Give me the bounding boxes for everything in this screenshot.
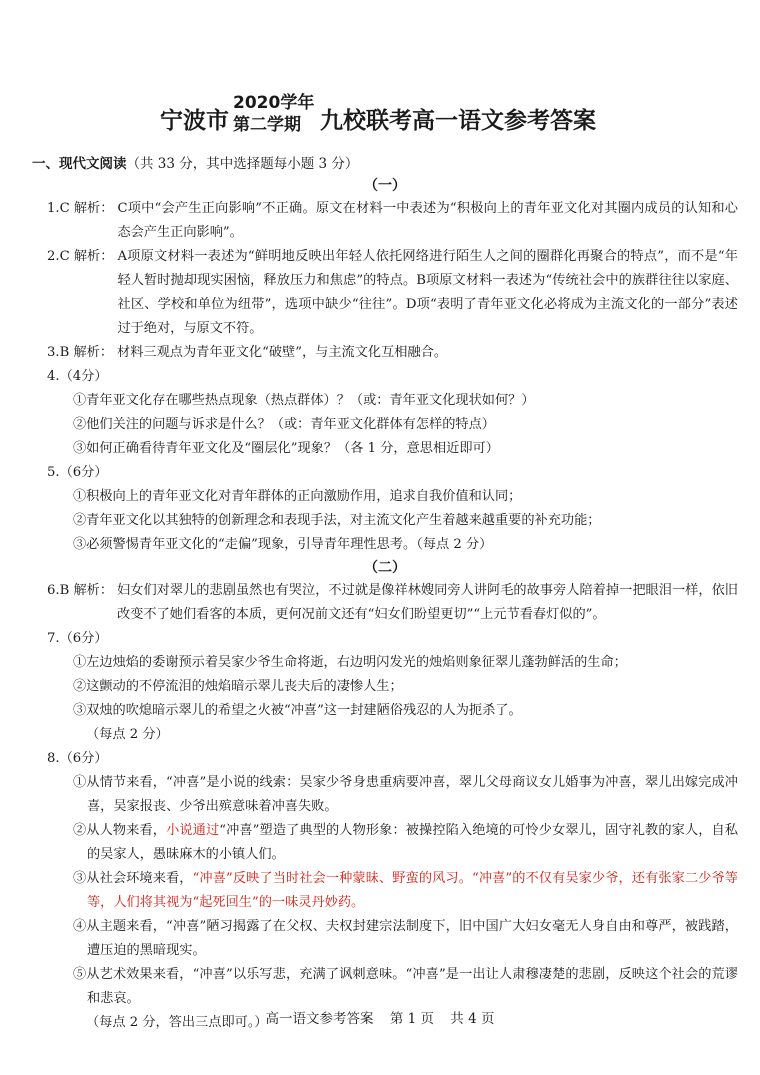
part-one-label: （一） — [364, 178, 406, 194]
document-title — [0, 92, 760, 152]
question-8-point-plot: ①从情节来看，“冲喜”是小说的线索：吴家少爷身患重病要冲喜，翠儿父母商议女儿婚事为冲喜，翠儿出嫁完成冲喜，吴家报丧、少爷出殡意味着冲喜失败。 — [73, 775, 738, 814]
title-term-stack — [233, 92, 321, 136]
question-4-point: ②他们关注的问题与诉求是什么？（或：青年亚文化群体有怎样的特点） — [73, 417, 495, 432]
question-8-point-character — [73, 819, 738, 867]
question-4-header: 4.（4分） — [47, 369, 108, 384]
question-7-point: ③双烛的吹熄暗示翠儿的希望之火被“冲喜”这一封建陋俗残忍的人为扼杀了。 — [73, 703, 522, 718]
question-7-score-note: （每点 2 分） — [86, 727, 169, 742]
question-7-header: 7.（6分） — [47, 631, 108, 646]
section-heading — [32, 153, 760, 175]
footer-page-number: 第 1 页 — [389, 1011, 434, 1027]
question-7-point: ①左边烛焰的委谢预示着吴家少爷生命将逝，右边明闪发光的烛焰则象征翠儿蓬勃鲜活的生命； — [73, 655, 627, 670]
question-4-point: ③如何正确看待青年亚文化及“圈层化”现象？（各 1 分，意思相近即可） — [73, 441, 499, 456]
question-1-number: 1.C 解析： — [47, 201, 114, 216]
question-7-point: ②这颤动的不停流泪的烛焰暗示翠儿丧夫后的凄惨人生； — [73, 679, 403, 694]
part-two-label: （二） — [364, 560, 406, 576]
question-1-text: C项中“会产生正向影响”不正确。原文在材料一中表述为“积极向上的青年亚文化对其圈内成员的认知和心态会产生正向影响”。 — [117, 201, 738, 240]
question-8-point-character-rest: “冲喜”塑造了典型的人物形象：被操控陷入绝境的可怜少女翠儿，固守礼教的家人，自私的吴家人，愚昧麻木的小镇人们。 — [87, 823, 739, 862]
question-8-point-theme: ④从主题来看，“冲喜”陋习揭露了在父权、夫权封建宗法制度下，旧中国广大妇女毫无人身自由和尊严，被践踏，遭压迫的黑暗现实。 — [73, 919, 738, 958]
question-8-point-character-lead: ②从人物来看， — [73, 823, 167, 838]
red-annotation: “冲喜”反映了当时社会一种蒙昧、野蛮的风习。“冲喜”的不仅有吴家少爷，还有张家二少爷等等，人们将其视为“起死回生”的一味灵丹妙药。 — [87, 871, 738, 910]
red-annotation: 小说通过 — [166, 823, 220, 838]
answer-key-body — [0, 153, 760, 1035]
footer-subject: 高一语文参考答案 — [265, 1011, 374, 1027]
title-school-year: 2020学年 — [233, 93, 315, 113]
question-2 — [47, 245, 738, 341]
question-2-text: A项原文材料一表述为“鲜明地反映出年轻人依托网络进行陌生人之间的圈群化再聚合的特点”，而不是“年轻人暂时抛却现实困恼，释放压力和焦虑”的特点。B项原文材料一表述为“传统社会中的族群往往以家庭、社区、学校和单位为纽带”，选项中缺少“往往”。D项“表明了青年亚文化必将成为主流文化的一部分”表述过于绝对，与原文不符。 — [117, 249, 738, 336]
title-city: 宁波市 — [160, 108, 229, 134]
section-heading-label: 一、现代文阅读 — [32, 156, 127, 172]
question-5-point: ①积极向上的青年亚文化对青年群体的正向激励作用，追求自我价值和认同； — [73, 489, 522, 504]
question-1 — [47, 197, 738, 245]
title-exam-name: 九校联考高一语文参考答案 — [320, 108, 596, 134]
question-4-point: ①青年亚文化存在哪些热点现象（热点群体）？（或：青年亚文化现状如何？） — [73, 393, 535, 408]
question-8-score-note: （每点 2 分，答出三点即可。） — [86, 1015, 268, 1030]
page-footer — [0, 1009, 760, 1029]
question-8-header: 8.（6分） — [47, 751, 108, 766]
title-semester: 第二学期 — [233, 115, 301, 135]
footer-page-total: 共 4 页 — [450, 1011, 495, 1027]
question-3-number: 3.B 解析： — [47, 345, 114, 360]
question-8-point-society — [73, 867, 738, 915]
question-2-number: 2.C 解析： — [47, 249, 114, 264]
question-3 — [47, 341, 738, 365]
question-5-point: ②青年亚文化以其独特的创新理念和表现手法，对主流文化产生着越来越重要的补充功能； — [73, 513, 601, 528]
question-8-point-society-lead: ③从社会环境来看， — [73, 871, 193, 886]
question-6 — [47, 579, 738, 627]
question-5-header: 5.（6分） — [47, 465, 108, 480]
question-8-point-art: ⑤从艺术效果来看，“冲喜”以乐写悲，充满了讽刺意味。“冲喜”是一出让人肃穆凄楚的悲剧，反映这个社会的荒谬和悲哀。 — [73, 967, 738, 1006]
section-heading-note: （共 33 分，其中选择题每小题 3 分） — [126, 156, 359, 172]
question-6-number: 6.B 解析： — [47, 583, 114, 598]
question-6-text: 妇女们对翠儿的悲剧虽然也有哭泣，不过就是像祥林嫂同旁人讲阿毛的故事旁人陪着掉一把眼泪一样，依旧改变不了她们看客的本质，更何况前文还有“妇女们盼望更切”“上元节看春灯似的”。 — [117, 583, 738, 622]
question-3-text: 材料三观点为青年亚文化“破壁”，与主流文化互相融合。 — [117, 345, 448, 360]
question-5-point: ③必须警惕青年亚文化的“走偏”现象，引导青年理性思考。（每点 2 分） — [73, 537, 493, 552]
